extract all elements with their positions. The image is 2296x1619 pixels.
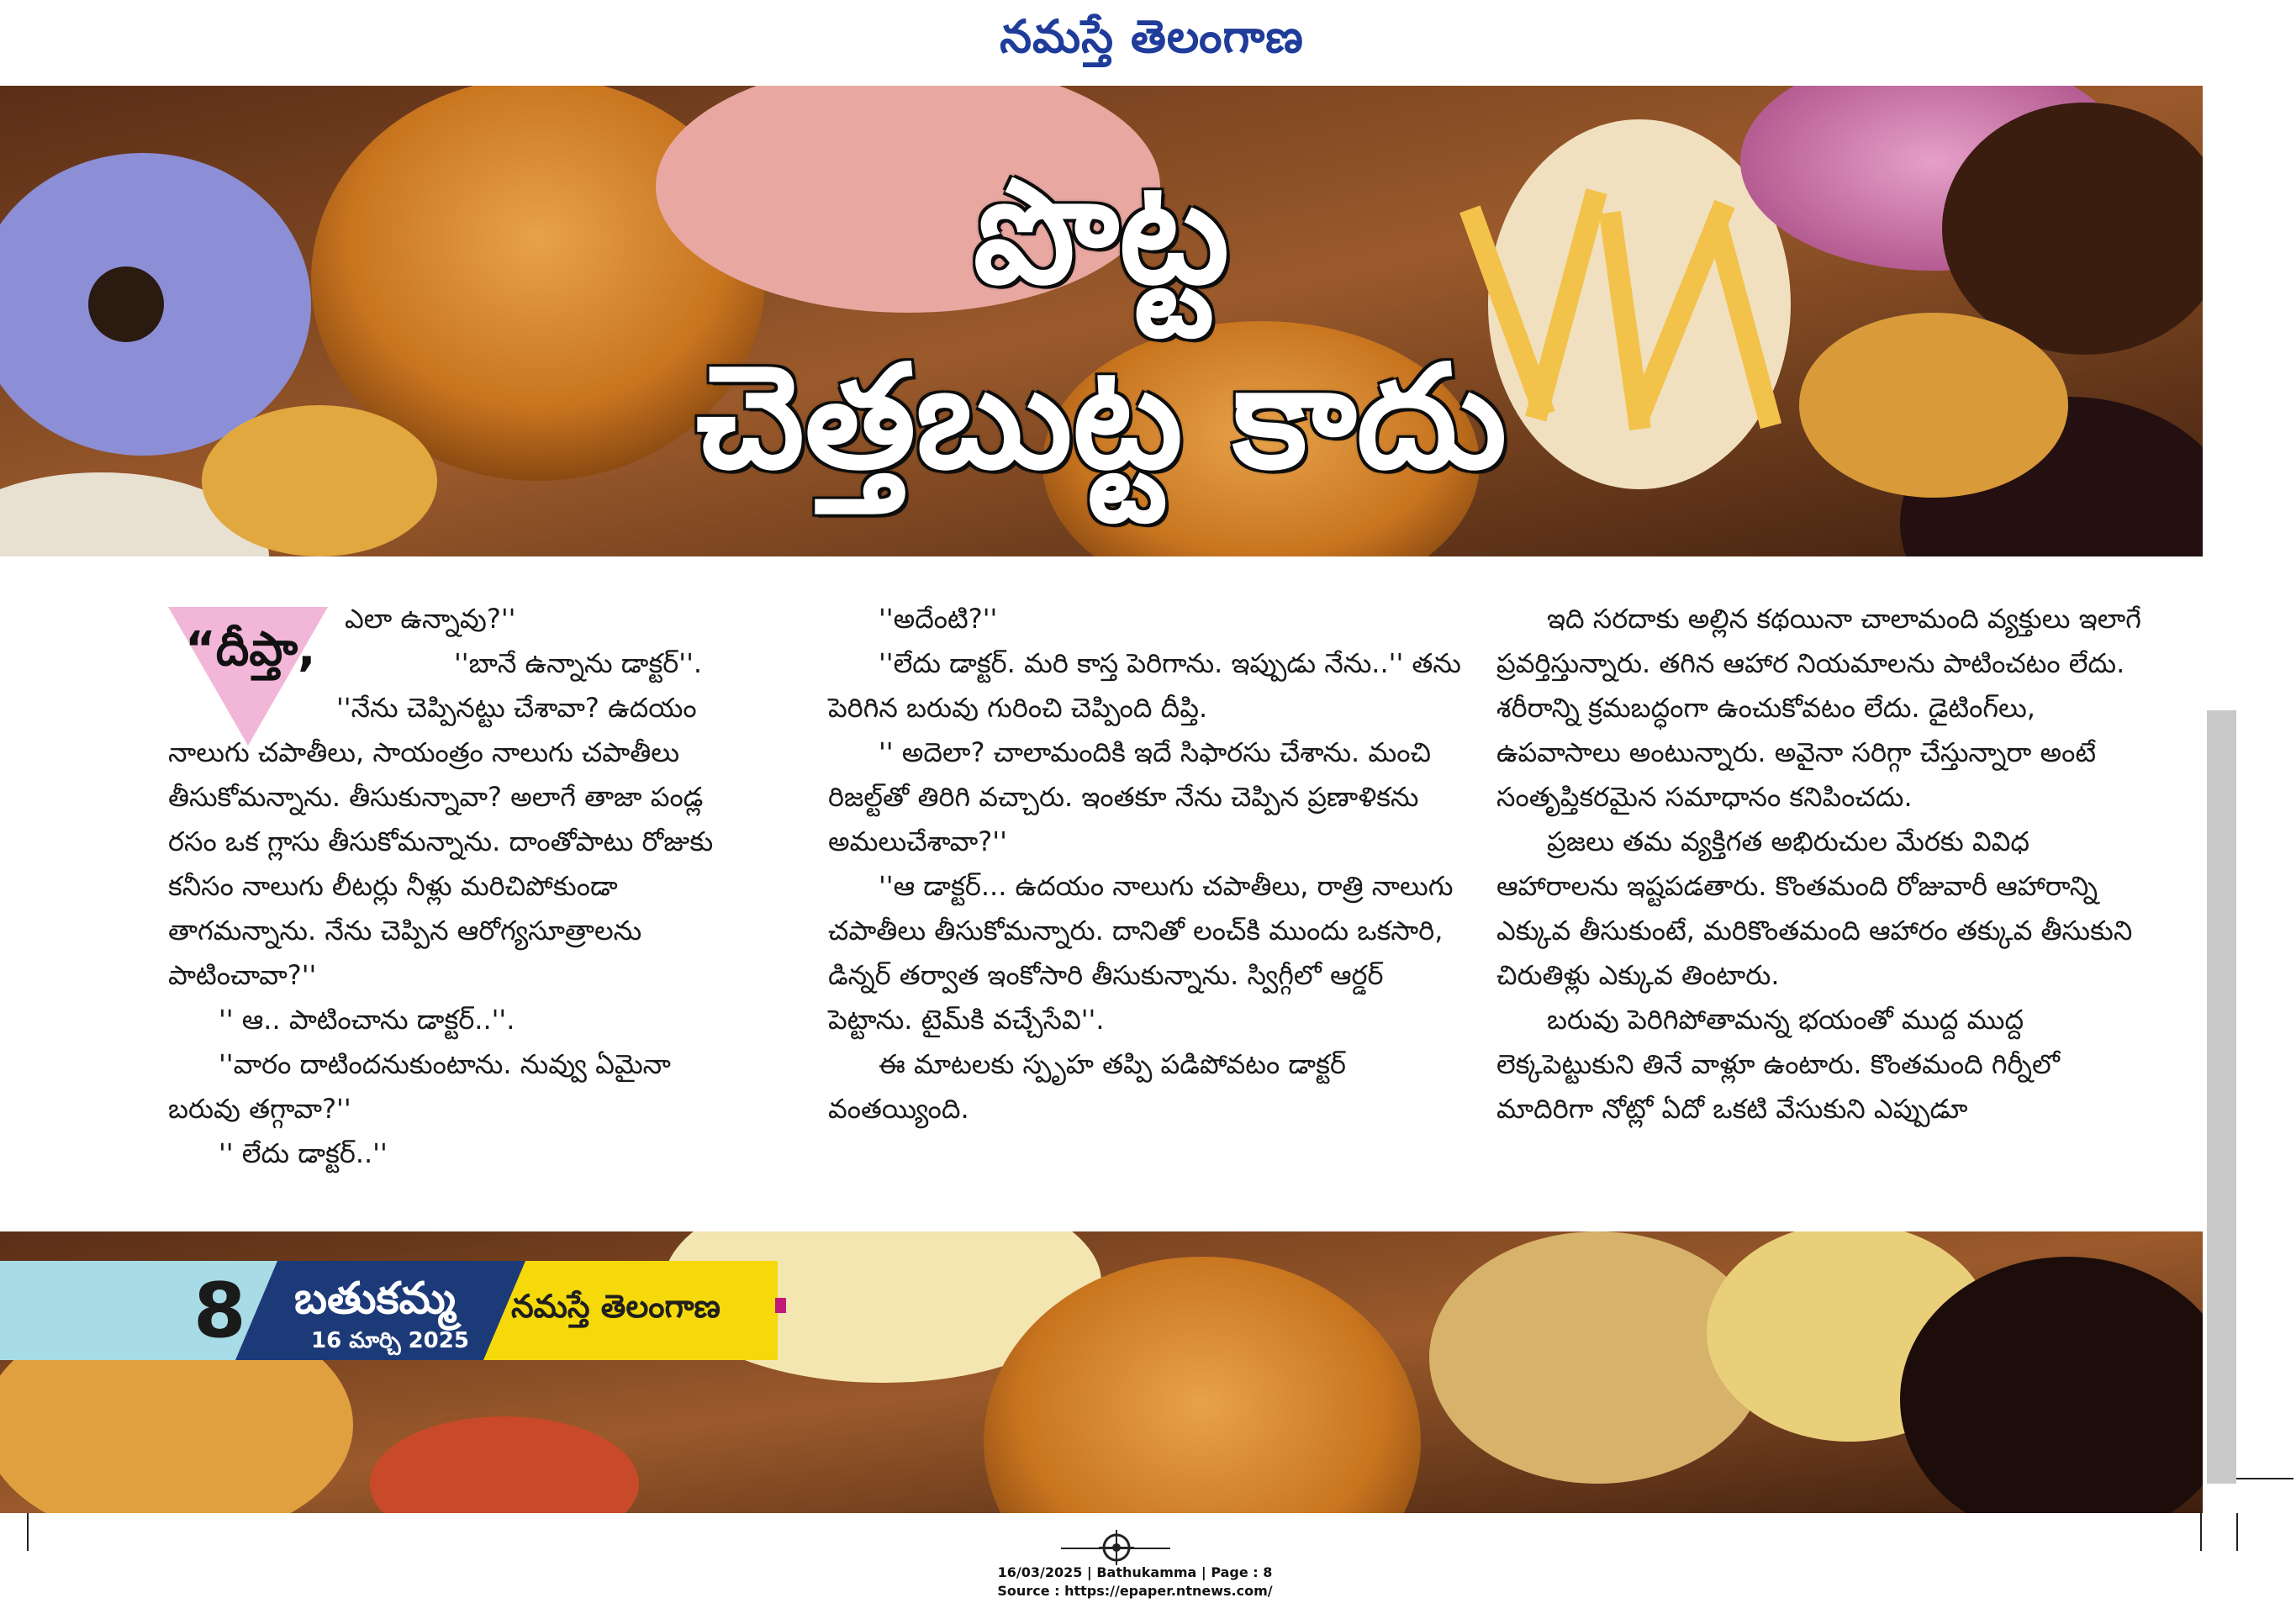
column-1-opening: ఎలా ఉన్నావు?'' (345, 603, 516, 635)
paragraph: ''వారం దాటిందనుకుంటాను. నువ్వు ఏమైనా బరువు తగ్గావా?'' (168, 1048, 671, 1125)
page-number: 8 (193, 1267, 246, 1355)
registration-target-icon (1097, 1528, 1136, 1567)
paragraph: ''నేను చెప్పినట్టు చేశావా? ఉదయం నాలుగు చపాతీలు, సాయంత్రం నాలుగు చపాతీలు తీసుకోమన్నాను. తీసుకున్నావా? అలాగే తాజా పండ్ల రసం ఒక గ్లాసు తీసుకోమన్నాను. దాంతోపాటు రోజుకు కనీసం నాలుగు లీటర్లు నీళ్లు మరిచిపోకుండా తాగమన్నాను. నేను చెప్పిన ఆరోగ్యసూత్రాలను పాటించావా?'' (168, 692, 714, 991)
section-name: బతుకమ్మ (294, 1274, 456, 1324)
column-2 (828, 597, 1467, 1131)
headline (0, 86, 2203, 556)
paragraph: ఈ మాటలకు స్పృహ తప్పి పడిపోవటం డాక్టర్ వంతయ్యింది. (828, 1048, 1346, 1125)
headline-line-1: పొట్ట (973, 150, 1230, 316)
paragraph: ''బానే ఉన్నాను డాక్టర్''. (454, 647, 703, 679)
source-line-2: Source : https://epaper.ntnews.com/ (997, 1583, 1273, 1599)
crop-mark (2236, 1478, 2293, 1479)
headline-line-2: చెత్తబుట్ట కాదు (695, 335, 1507, 501)
paragraph: ''లేదు డాక్టర్. మరి కాస్త పెరిగాను. ఇప్పుడు నేను..'' తను పెరిగిన బరువు గురించి చెప్పింది దీప్తి. (828, 647, 1461, 724)
crop-mark (2236, 1513, 2238, 1551)
column-1 (168, 641, 740, 1176)
paragraph: '' అదెలా? చాలామందికి ఇదే సిఫారసు చేశాను. మంచి రిజల్ట్‌తో తిరిగి వచ్చారు. ఇంతకూ నేను చెప్పిన ప్రణాళికను అమలుచేశావా?'' (828, 736, 1431, 857)
paragraph: ''అదేంటి?'' (879, 603, 998, 635)
crop-mark (27, 1513, 29, 1551)
paragraph: ప్రజలు తమ వ్యక్తిగత అభిరుచుల మేరకు వివిధ ఆహారాలను ఇష్టపడతారు. కొంతమంది రోజువారీ ఆహారాన్ని ఎక్కువ తీసుకుంటే, మరికొంతమంది ఆహారం తక్కువ తీసుకుని చిరుతిళ్లు ఎక్కువ తింటారు. (1496, 825, 2133, 991)
footer-brand: నమస్తే తెలంగాణ (511, 1288, 720, 1325)
page-edge-strip (2207, 710, 2236, 1484)
crop-mark (2200, 1513, 2202, 1551)
paragraph: ఇది సరదాకు అల్లిన కథయినా చాలామంది వ్యక్తులు ఇలాగే ప్రవర్తిస్తున్నారు. తగిన ఆహార నియమాలను పాటించటం లేదు. శరీరాన్ని క్రమబద్ధంగా ఉంచుకోవటం లేదు. డైటింగ్‌లు, ఉపవాసాలు అంటున్నారు. అవైనా సరిగ్గా చేస్తున్నారా అంటే సంతృప్తికరమైన సమాధానం కనిపించదు. (1496, 603, 2141, 813)
source-footer (925, 1564, 1345, 1601)
column-3 (1496, 597, 2152, 1131)
paragraph: '' ఆ.. పాటించాను డాక్టర్..''. (219, 1004, 515, 1036)
dropcap-text: “దీప్తా, (185, 622, 316, 677)
paragraph: బరువు పెరిగిపోతామన్న భయంతో ముద్ద ముద్ద లెక్కపెట్టుకుని తినే వాళ్లూ ఉంటారు. కొంతమంది గిర్నీలో మాదిరిగా నోట్లో ఏదో ఒకటి వేసుకుని ఎప్పుడూ (1496, 1004, 2060, 1125)
paragraph: ''ఆ డాక్టర్... ఉదయం నాలుగు చపాతీలు, రాత్రి నాలుగు చపాతీలు తీసుకోమన్నారు. దానితో లంచ్‌కి ముందు ఒకసారి, డిన్నర్ తర్వాత ఇంకోసారి తీసుకున్నాను. స్విగ్గీలో ఆర్డర్ పెట్టాను. టైమ్‌కి వచ్చేసేవి''. (828, 870, 1454, 1036)
masthead-title: నమస్తే తెలంగాణ (1000, 10, 1304, 63)
paragraph: '' లేదు డాక్టర్..'' (219, 1137, 388, 1169)
section-date: 16 మార్చి 2025 (311, 1328, 469, 1353)
source-line-1: 16/03/2025 | Bathukamma | Page : 8 (997, 1564, 1273, 1580)
